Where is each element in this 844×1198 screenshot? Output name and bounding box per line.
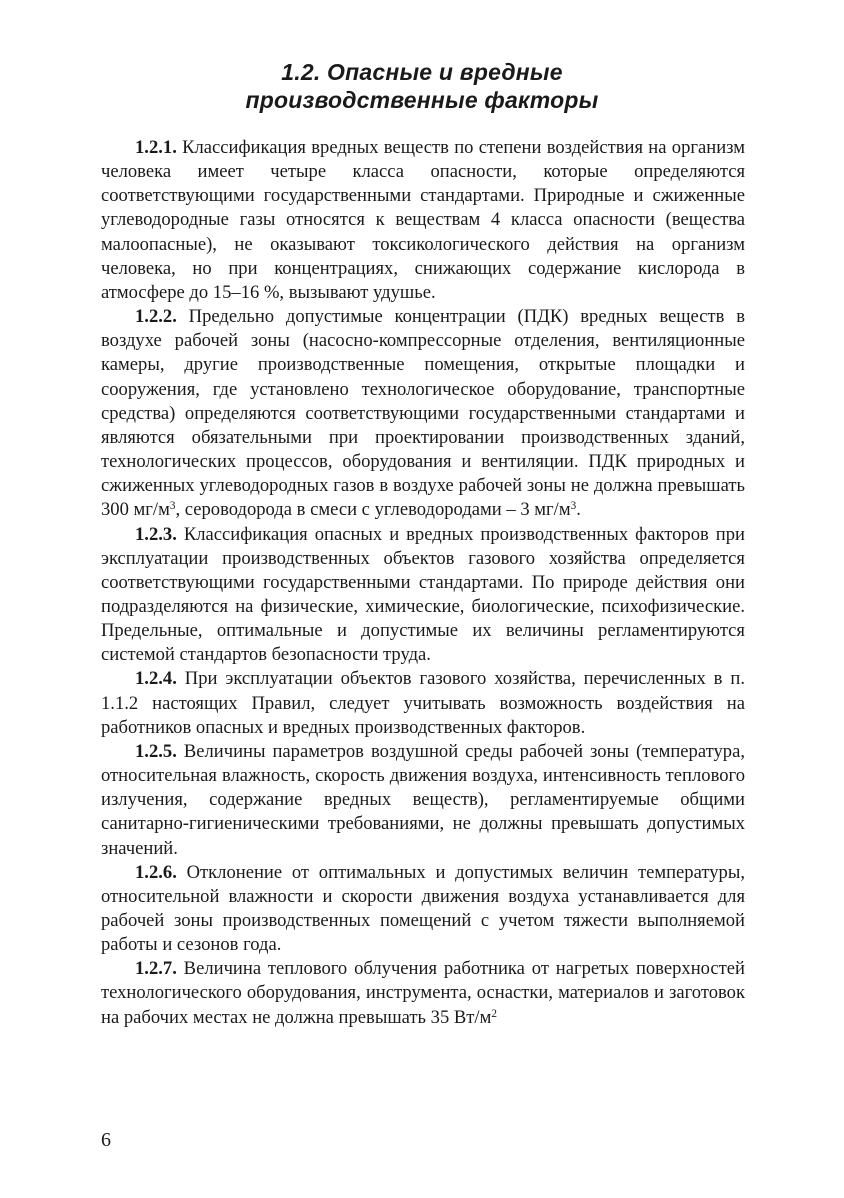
- paragraph-text: Величина теплового облучения работника от нагретых поверхностей технологического оборудования, инструмента, оснастки, материалов и заготовок на рабочих местах не должна превышать 35 Вт/м: [101, 958, 745, 1028]
- superscript: 3: [169, 500, 176, 513]
- section-title-line-2: производственные факторы: [245, 87, 599, 113]
- paragraph-text: Классификация вредных веществ по степени воздействия на организм человека имеет четыре класса опасности, которые определяются соответствующими государственными стандартами. Природные и сжиженные углеводородные газы относятся к веществам 4 класса опасности (вещества малоопасные), не оказывают токсикологического действия на организм человека, но при концентрациях, снижающих содержание кислорода в атмосфере до 15–16 %, вызывают удушье.: [101, 137, 745, 303]
- paragraph-text: Отклонение от оптимальных и допустимых величин температуры, относительной влажности и скорости движения воздуха устанавливается для рабочей зоны производственных помещений с учетом тяжести выполняемой работы и сезонов года.: [101, 861, 745, 956]
- paragraph-number: 1.2.7.: [135, 958, 177, 980]
- paragraph-text: .: [576, 499, 581, 521]
- paragraph-1-2-6: [101, 861, 745, 958]
- page-number: 6: [101, 1129, 111, 1151]
- body-text: [101, 136, 745, 1030]
- paragraph-1-2-5: [101, 740, 745, 861]
- paragraph-number: 1.2.3.: [135, 523, 177, 545]
- section-title-line-1: 1.2. Опасные и вредные: [281, 59, 563, 85]
- paragraph-number: 1.2.6.: [135, 861, 177, 883]
- paragraph-number: 1.2.4.: [135, 668, 177, 690]
- paragraph-text: , сероводорода в смеси с углеводородами – 3 мг/м: [175, 499, 571, 521]
- superscript: 2: [491, 1007, 497, 1020]
- paragraph-1-2-3: [101, 523, 745, 668]
- paragraph-1-2-2: [101, 305, 745, 522]
- paragraph-text: При эксплуатации объектов газового хозяйства, перечисленных в п. 1.1.2 настоящих Правил, следует учитывать возможность воздействия на работников опасных и вредных производственных факторов.: [101, 668, 745, 738]
- paragraph-text: Классификация опасных и вредных производственных факторов при эксплуатации производственных объектов газового хозяйства определяется соответствующими государственными стандартами. По природе действия они подразделяются на физические, химические, биологические, психофизические. Предельные, оптимальные и допустимые их величины регламентируются системой стандартов безопасности труда.: [101, 523, 745, 666]
- paragraph-number: 1.2.5.: [135, 740, 177, 762]
- section-heading: [100, 58, 744, 114]
- superscript: 3: [570, 500, 577, 513]
- paragraph-number: 1.2.1.: [135, 137, 177, 158]
- paragraph-text: Величины параметров воздушной среды рабочей зоны (температура, относительная влажность, скорость движения воздуха, интенсивность теплового излучения, содержание вредных веществ), регламентируемые общими санитарно-гигиеническими требованиями, не должны превышать допустимых значений.: [101, 740, 745, 859]
- paragraph-number: 1.2.2.: [135, 306, 177, 328]
- paragraph-1-2-1: [101, 136, 745, 305]
- paragraph-1-2-4: [101, 667, 745, 739]
- paragraph-1-2-7: [101, 957, 745, 1029]
- paragraph-text: Предельно допустимые концентрации (ПДК) вредных веществ в воздухе рабочей зоны (насосно-компрессорные отделения, вентиляционные камеры, другие производственные помещения, открытые площадки и сооружения, где установлено технологическое оборудование, транспортные средства) определяются соответствующими государственными стандартами и являются обязательными при проектировании производственных зданий, технологических процессов, оборудования и вентиляции. ПДК природных и сжиженных углеводородных газов в воздухе рабочей зоны не должна превышать 300 мг/м: [101, 306, 745, 521]
